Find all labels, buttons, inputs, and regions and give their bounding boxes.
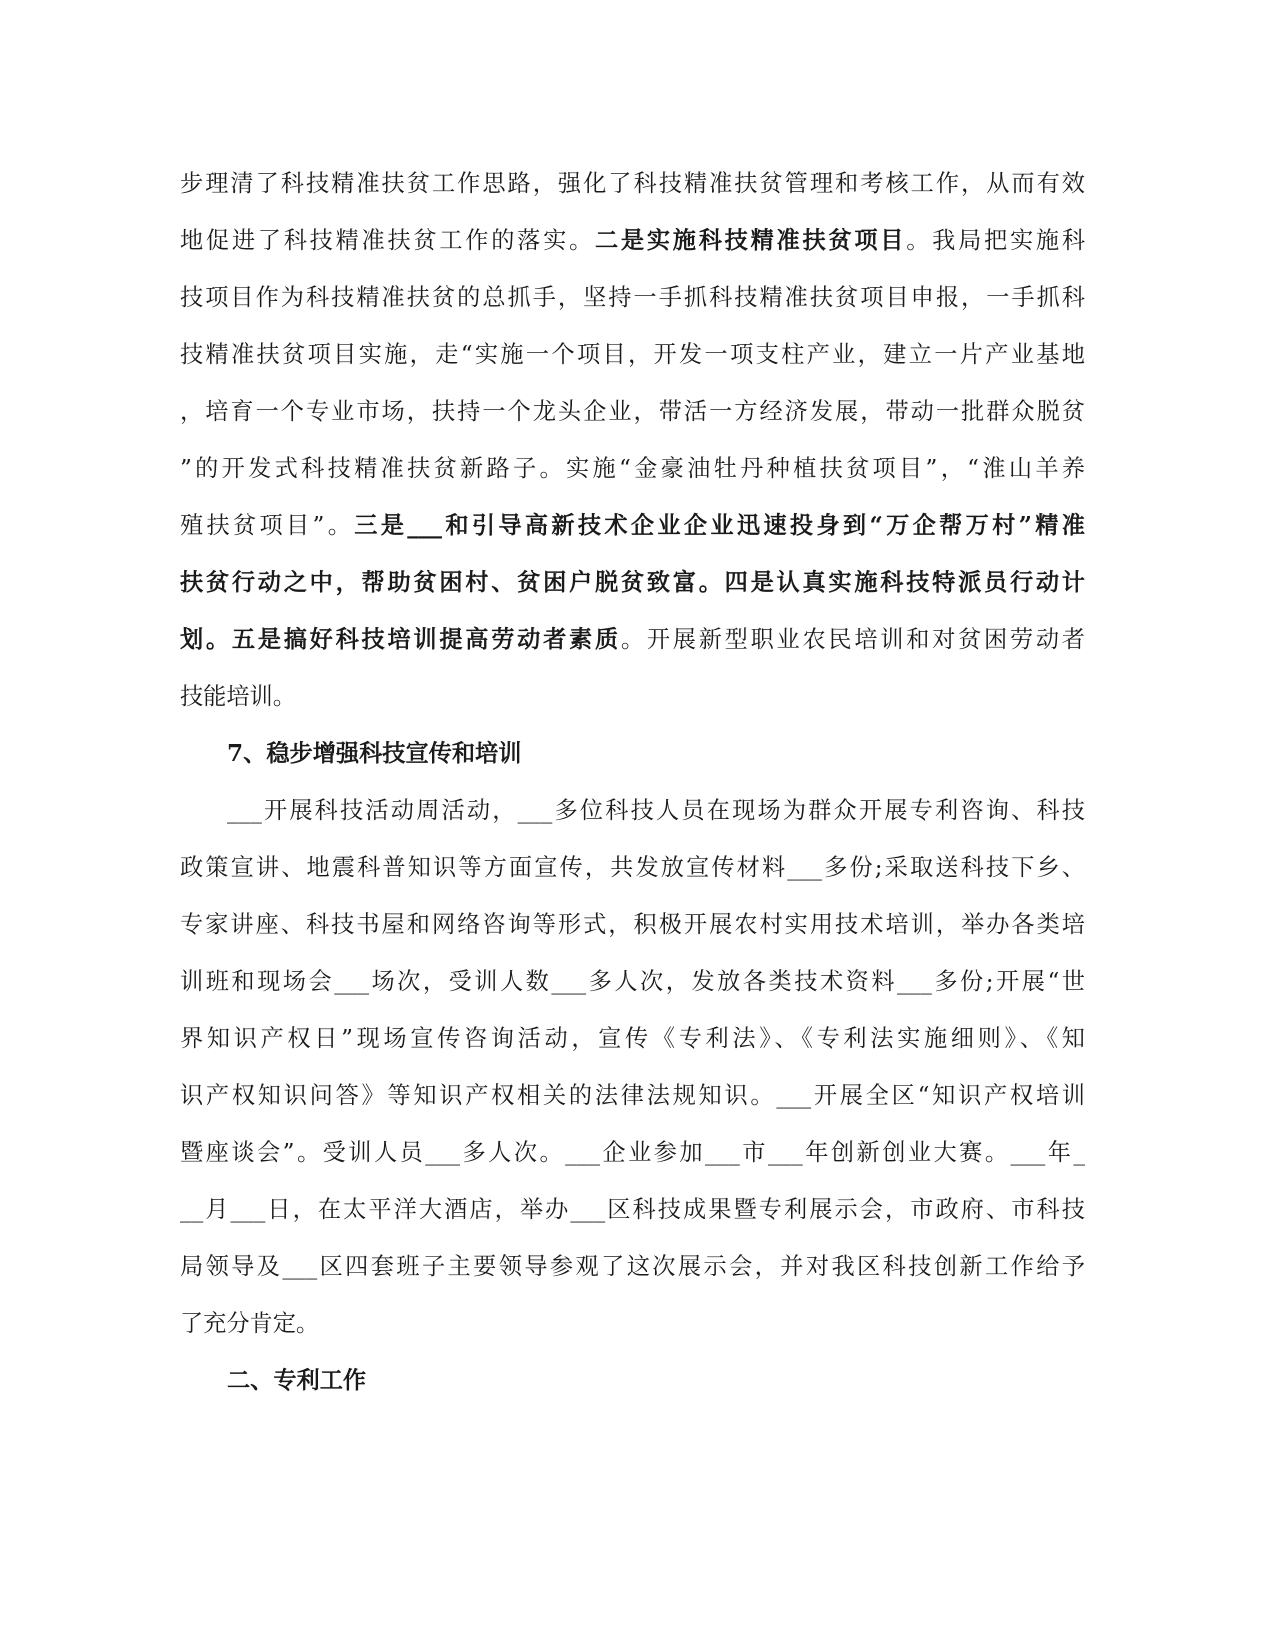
text-line: [180, 962, 1085, 1002]
heading-text: 二、专利工作: [227, 1367, 367, 1394]
text-run: 政策宣讲、地震科普知识等方面宣传，共发放宣传材料___多份;采取送科技下乡、: [180, 854, 1085, 881]
text-run: 殖扶贫项目”。: [180, 512, 355, 539]
text-run: 专家讲座、科技书屋和网络咨询等形式，积极开展农村实用技术培训，举办各类培: [180, 911, 1085, 938]
document-page: [180, 0, 1085, 1650]
text-line: [180, 221, 1085, 261]
text-line: [180, 1133, 1085, 1173]
text-run: 暨座谈会”。受训人员___多人次。___企业参加___市___年创新创业大赛。___年_: [180, 1139, 1085, 1166]
bold-text-run: 二是实施科技精准扶贫项目: [594, 227, 907, 254]
text-run: ___开展科技活动周活动，___多位科技人员在现场为群众开展专利咨询、科技: [227, 797, 1085, 824]
section-heading: [227, 1361, 1085, 1401]
text-run: 技能培训。: [180, 683, 296, 710]
text-line: [180, 563, 1085, 603]
text-line: [180, 677, 1085, 717]
text-run: 界知识产权日”现场宣传咨询活动，宣传《专利法》、《专利法实施细则》、《知: [180, 1025, 1085, 1052]
text-run: ，培育一个专业市场，扶持一个龙头企业，带活一方经济发展，带动一批群众脱贫: [180, 398, 1085, 425]
bold-text-run: 划。五是搞好科技培训提高劳动者素质: [180, 626, 621, 653]
text-line: [180, 1304, 1085, 1344]
text-run: 步理清了科技精准扶贫工作思路，强化了科技精准扶贫管理和考核工作，从而有效: [180, 170, 1085, 197]
bold-text-run: 扶贫行动之中，帮助贫困村、贫困户脱贫致富。四是认真实施科技特派员行动计: [180, 569, 1085, 596]
text-run: __月___日，在太平洋大酒店，举办___区科技成果暨专利展示会，市政府、市科技: [180, 1196, 1085, 1223]
text-run: ”的开发式科技精准扶贫新路子。实施“金豪油牡丹种植扶贫项目”，“淮山羊养: [180, 455, 1085, 482]
text-line: [180, 1076, 1085, 1116]
bold-text-run: 三是___和引导高新技术企业企业迅速投身到“万企帮万村”精准: [354, 512, 1085, 539]
heading-text: 7、稳步增强科技宣传和培训: [227, 740, 522, 767]
text-line: [180, 392, 1085, 432]
text-line: [180, 1190, 1085, 1230]
text-run: 了充分肯定。: [180, 1310, 320, 1337]
text-line: [180, 164, 1085, 204]
text-run: 技精准扶贫项目实施，走“实施一个项目，开发一项支柱产业，建立一片产业基地: [180, 341, 1085, 368]
text-line: [180, 449, 1085, 489]
text-run: 。我局把实施科: [906, 227, 1085, 254]
text-line: [180, 905, 1085, 945]
text-run: 识产权知识问答》等知识产权相关的法律法规知识。___开展全区“知识产权培训: [180, 1082, 1085, 1109]
text-line: [180, 1019, 1085, 1059]
text-line: [227, 791, 1085, 831]
text-line: [180, 506, 1085, 546]
text-line: [180, 848, 1085, 888]
text-run: 局领导及___区四套班子主要领导参观了这次展示会，并对我区科技创新工作给予: [180, 1253, 1085, 1280]
text-line: [180, 278, 1085, 318]
text-line: [180, 620, 1085, 660]
text-run: 。开展新型职业农民培训和对贫困劳动者: [620, 626, 1085, 653]
text-line: [180, 1247, 1085, 1287]
text-run: 技项目作为科技精准扶贫的总抓手，坚持一手抓科技精准扶贫项目申报，一手抓科: [180, 284, 1085, 311]
text-run: 训班和现场会___场次，受训人数___多人次，发放各类技术资料___多份;开展“世: [180, 968, 1085, 995]
text-line: [180, 335, 1085, 375]
section-heading: [227, 734, 1085, 774]
text-run: 地促进了科技精准扶贫工作的落实。: [180, 227, 595, 254]
